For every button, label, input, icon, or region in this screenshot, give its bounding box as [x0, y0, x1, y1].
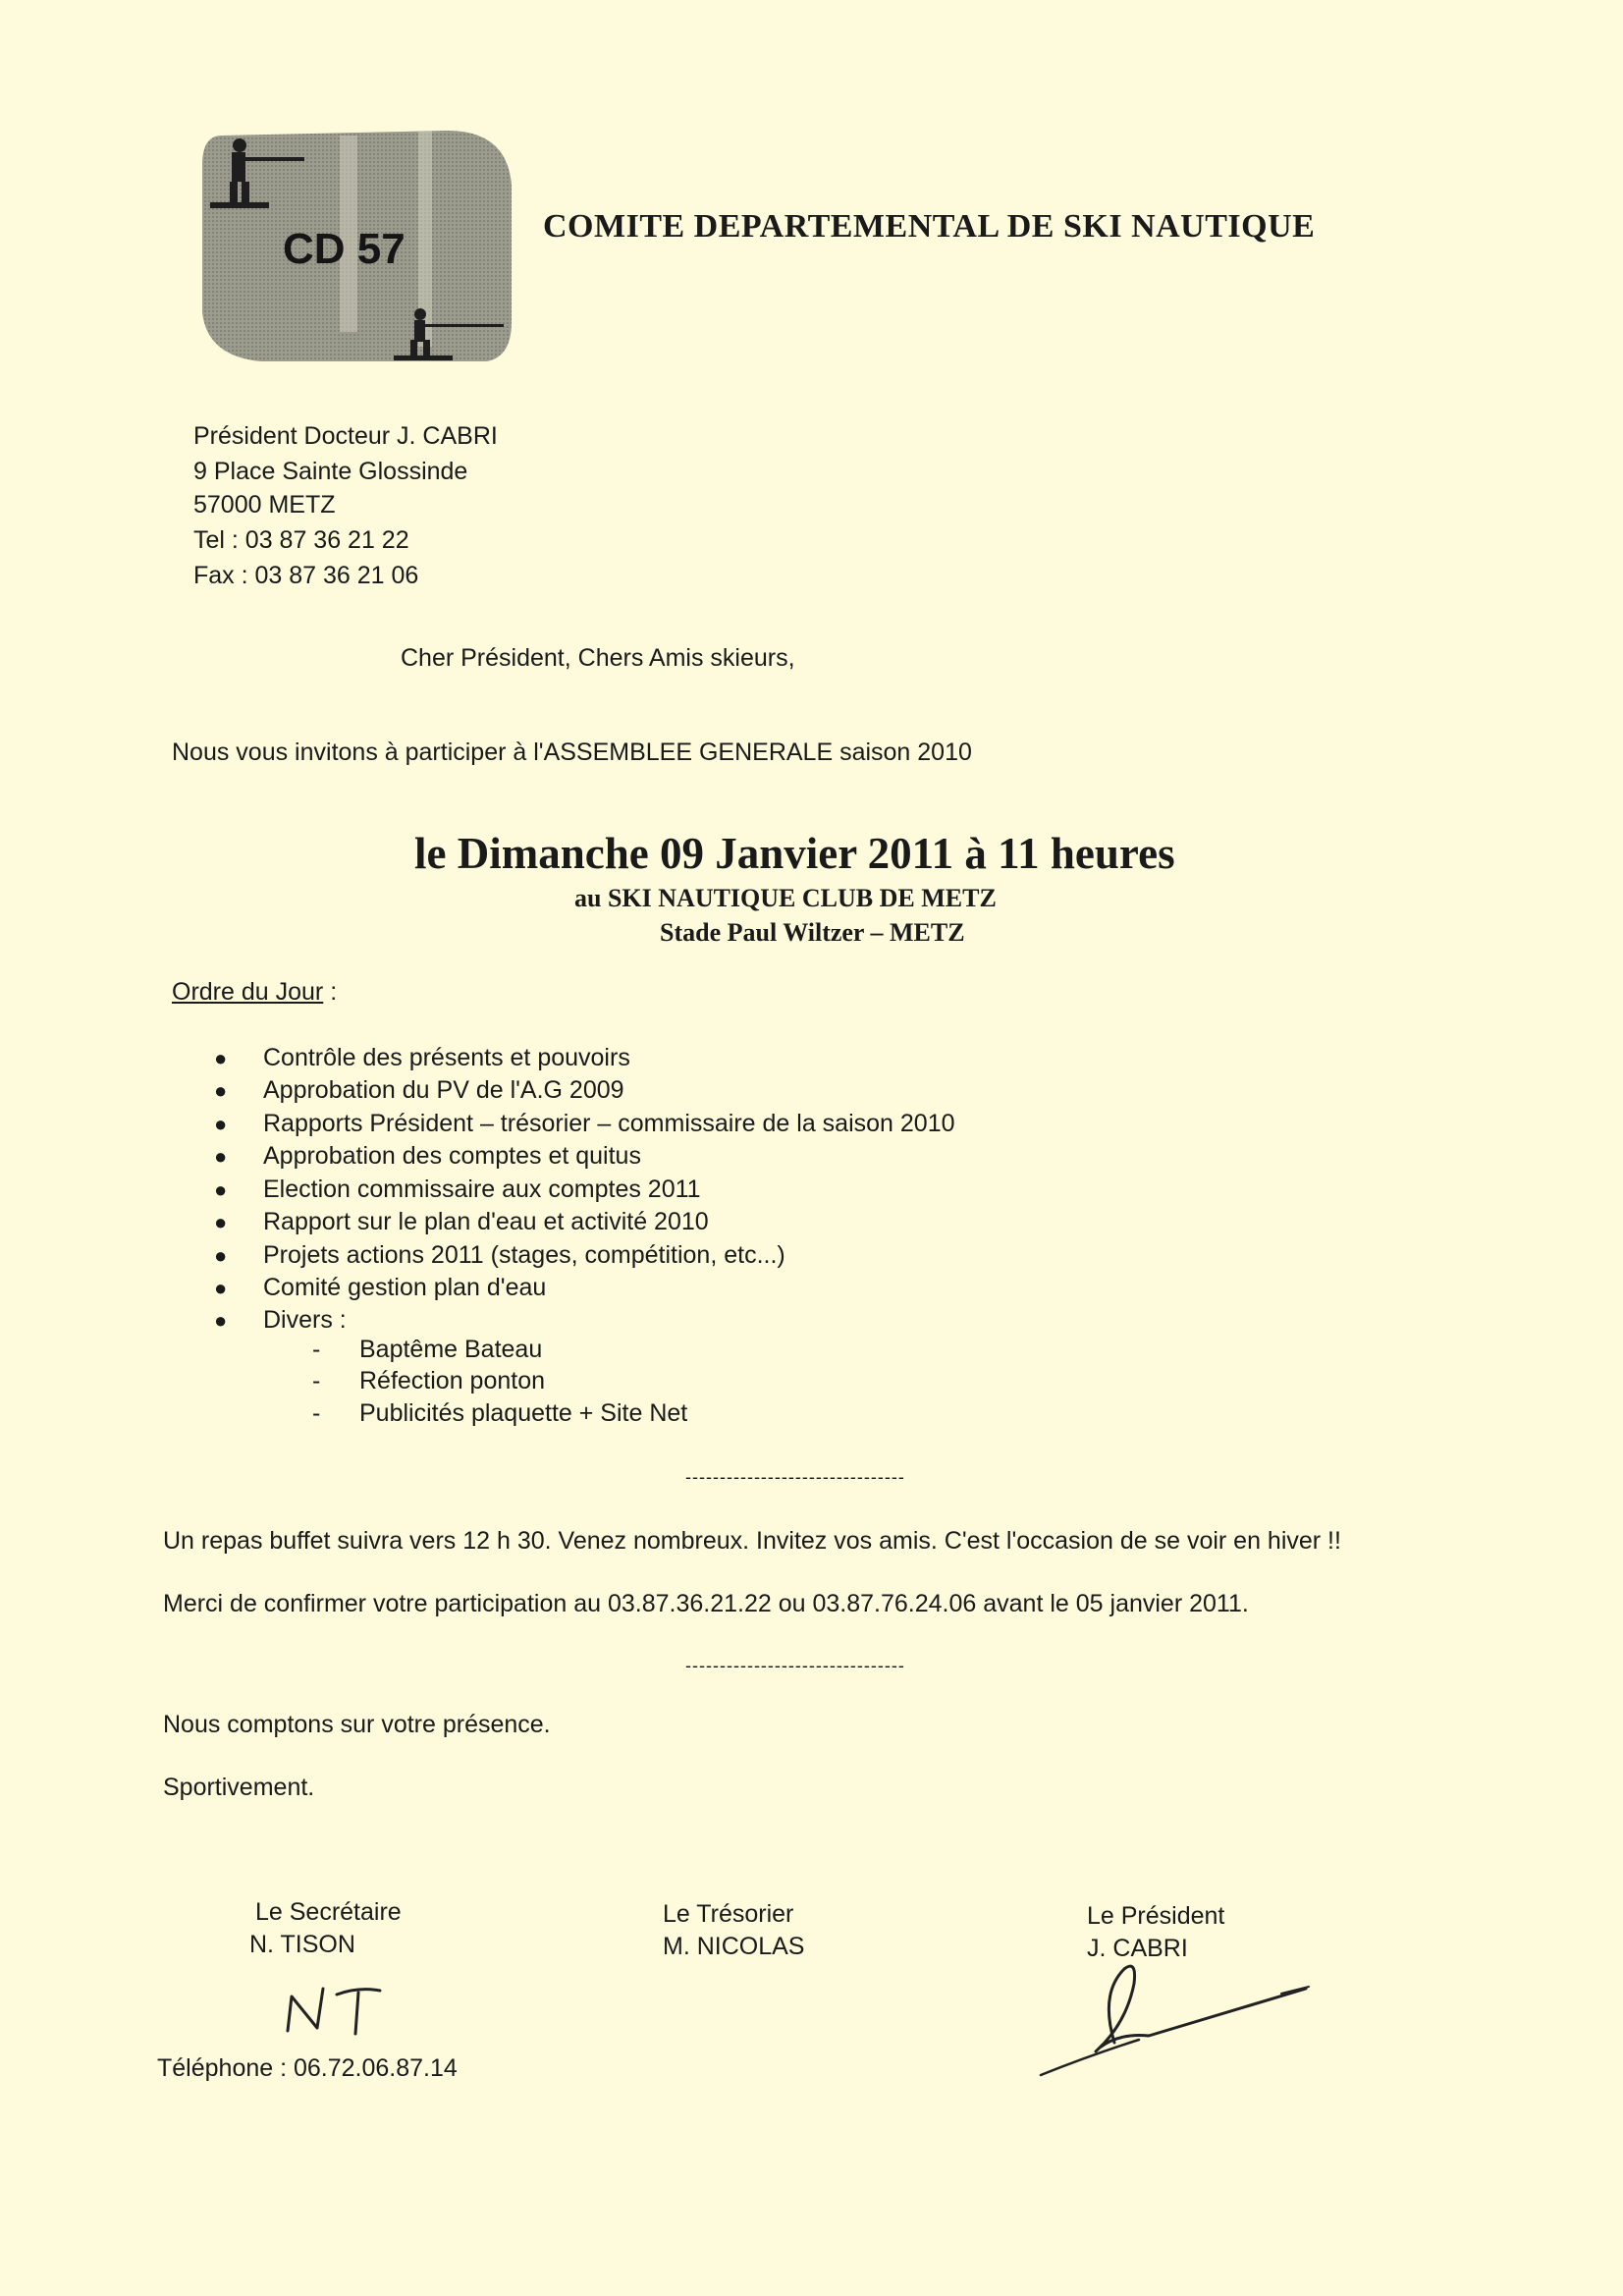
president-signature [1031, 1949, 1316, 2077]
dash-icon: - [312, 1399, 321, 1427]
logo-text: CD 57 [283, 225, 406, 273]
bullet-icon: ● [214, 1210, 228, 1234]
treasurer-name: M. NICOLAS [663, 1933, 805, 1960]
agenda-item: ● Rapports Président – trésorier – commissaire de la saison 2010 [214, 1110, 955, 1137]
separator: -------------------------------- [685, 1656, 905, 1675]
confirm-text: Merci de confirmer votre participation au 03.87.36.21.22 ou 03.87.76.24.06 avant le 05 janvier 2011. [163, 1590, 1249, 1617]
greeting: Cher Président, Chers Amis skieurs, [401, 644, 795, 672]
president-name: J. CABRI [1087, 1935, 1188, 1962]
president-role: Le Président [1087, 1902, 1225, 1930]
agenda-item: ● Contrôle des présents et pouvoirs [214, 1044, 630, 1071]
event-venue-line-2: Stade Paul Wiltzer – METZ [660, 918, 965, 947]
address-line-3: 57000 METZ [193, 491, 336, 519]
agenda-item: ● Rapport sur le plan d'eau et activité 2010 [214, 1208, 709, 1235]
treasurer-role: Le Trésorier [663, 1900, 794, 1928]
agenda-title-suffix: : [323, 978, 338, 1006]
bullet-icon: ● [214, 1308, 228, 1333]
agenda-sub-item: - Réfection ponton [312, 1367, 546, 1394]
address-fax: Fax : 03 87 36 21 06 [193, 562, 419, 589]
buffet-text: Un repas buffet suivra vers 12 h 30. Venez nombreux. Invitez vos amis. C'est l'occasion de se voir en hiver !! [163, 1527, 1341, 1555]
event-date: le Dimanche 09 Janvier 2011 à 11 heures [414, 829, 1175, 878]
secretary-initials-signature [280, 1977, 398, 2046]
agenda-item: ● Election commissaire aux comptes 2011 [214, 1175, 701, 1203]
bullet-icon: ● [214, 1078, 228, 1103]
agenda-sub-item: - Publicités plaquette + Site Net [312, 1399, 688, 1427]
dash-icon: - [312, 1367, 321, 1394]
bullet-icon: ● [214, 1144, 228, 1169]
secretary-name: N. TISON [249, 1931, 355, 1958]
agenda-item: ● Projets actions 2011 (stages, compétition, etc...) [214, 1241, 785, 1269]
org-title: COMITE DEPARTEMENTAL DE SKI NAUTIQUE [543, 208, 1316, 245]
presence-text: Nous comptons sur votre présence. [163, 1711, 551, 1738]
address-line-1: Président Docteur J. CABRI [193, 422, 498, 450]
sign-off: Sportivement. [163, 1774, 315, 1801]
intro-text: Nous vous invitons à participer à l'ASSEMBLEE GENERALE saison 2010 [172, 738, 972, 766]
agenda-title-label: Ordre du Jour [172, 978, 324, 1006]
bullet-icon: ● [214, 1177, 228, 1202]
address-tel: Tel : 03 87 36 21 22 [193, 526, 409, 554]
agenda-item: ● Approbation du PV de l'A.G 2009 [214, 1076, 624, 1104]
agenda-item: ● Comité gestion plan d'eau [214, 1274, 547, 1301]
agenda-item: ● Divers : [214, 1306, 347, 1334]
cd57-logo [192, 126, 516, 371]
separator: -------------------------------- [685, 1467, 905, 1487]
bullet-icon: ● [214, 1243, 228, 1268]
bullet-icon: ● [214, 1276, 228, 1300]
bullet-icon: ● [214, 1046, 228, 1070]
address-line-2: 9 Place Sainte Glossinde [193, 458, 468, 485]
secretary-role: Le Secrétaire [255, 1898, 402, 1926]
agenda-title [172, 978, 337, 1007]
bullet-icon: ● [214, 1112, 228, 1136]
secretary-telephone: Téléphone : 06.72.06.87.14 [157, 2054, 458, 2082]
agenda-sub-item: - Baptême Bateau [312, 1336, 543, 1363]
dash-icon: - [312, 1336, 321, 1363]
event-venue-line-1: au SKI NAUTIQUE CLUB DE METZ [574, 884, 997, 912]
agenda-item: ● Approbation des comptes et quitus [214, 1142, 641, 1170]
